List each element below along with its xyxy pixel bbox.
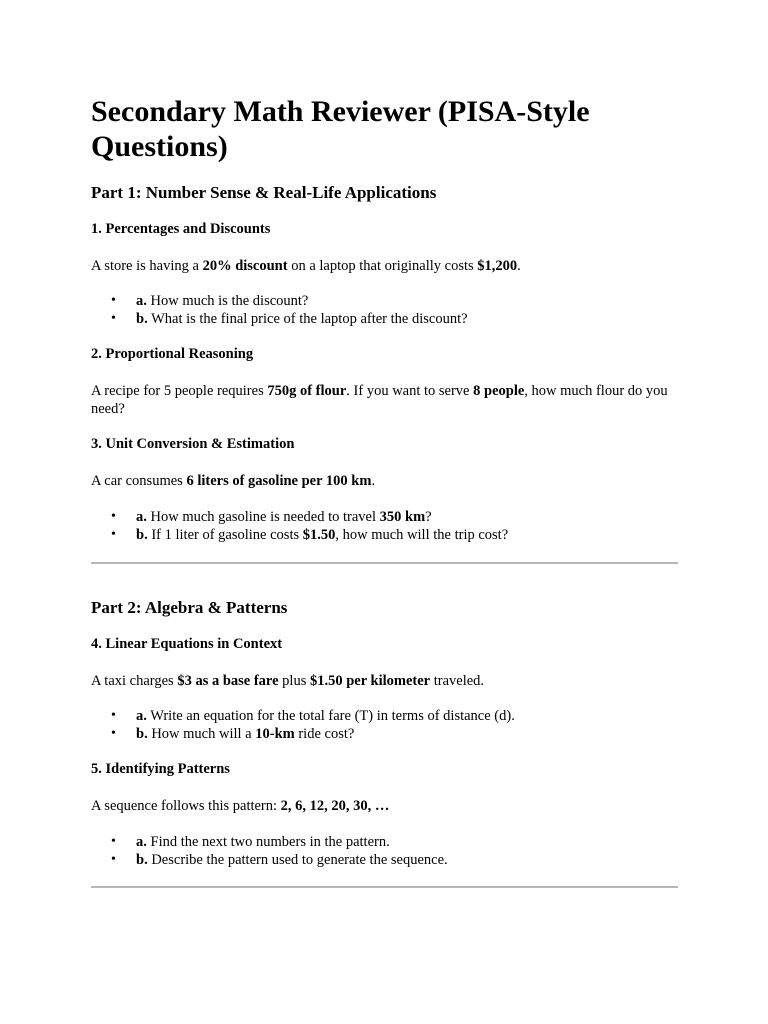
bullet: • xyxy=(111,293,116,308)
bullet: • xyxy=(111,311,116,326)
q5-subquestions xyxy=(91,833,678,869)
q2-intro: A recipe for 5 people requires 750g of flour. If you want to serve 8 people, how much flour do you need? xyxy=(91,383,668,417)
list-item: • b. If 1 liter of gasoline costs $1.50, how much will the trip cost? xyxy=(111,527,509,543)
section-divider xyxy=(91,562,678,564)
bullet: • xyxy=(111,726,116,741)
document-title: Secondary Math Reviewer (PISA-Style Questions) xyxy=(91,95,590,163)
bullet: • xyxy=(111,708,116,723)
bullet: • xyxy=(111,527,116,542)
bullet: • xyxy=(111,834,116,849)
q3-intro: A car consumes 6 liters of gasoline per 100 km. xyxy=(91,473,376,489)
section-divider xyxy=(91,886,678,888)
list-item: • b. What is the final price of the laptop after the discount? xyxy=(111,311,468,327)
q3-subquestions xyxy=(91,508,678,544)
q5-intro: A sequence follows this pattern: 2, 6, 12, 20, 30, … xyxy=(91,798,390,814)
q5-heading: 5. Identifying Patterns xyxy=(91,761,230,777)
q1-heading: 1. Percentages and Discounts xyxy=(91,221,271,237)
q4-subquestions xyxy=(91,707,678,743)
part2-heading: Part 2: Algebra & Patterns xyxy=(91,598,288,617)
bullet: • xyxy=(111,509,116,524)
q2-heading: 2. Proportional Reasoning xyxy=(91,346,254,362)
part1-heading: Part 1: Number Sense & Real-Life Applications xyxy=(91,183,437,202)
q1-subquestions xyxy=(91,292,678,328)
list-item: • a. Find the next two numbers in the pattern. xyxy=(111,834,390,850)
bullet: • xyxy=(111,852,116,867)
q4-heading: 4. Linear Equations in Context xyxy=(91,636,283,652)
q3-heading: 3. Unit Conversion & Estimation xyxy=(91,436,295,452)
list-item: • a. Write an equation for the total fare (T) in terms of distance (d). xyxy=(111,708,515,724)
list-item: • a. How much gasoline is needed to travel 350 km? xyxy=(111,509,432,525)
q1-intro: A store is having a 20% discount on a laptop that originally costs $1,200. xyxy=(91,258,521,274)
list-item: • a. How much is the discount? xyxy=(111,293,309,309)
list-item: • b. Describe the pattern used to generate the sequence. xyxy=(111,852,448,868)
list-item: • b. How much will a 10-km ride cost? xyxy=(111,726,355,742)
q4-intro: A taxi charges $3 as a base fare plus $1.50 per kilometer traveled. xyxy=(91,673,485,689)
